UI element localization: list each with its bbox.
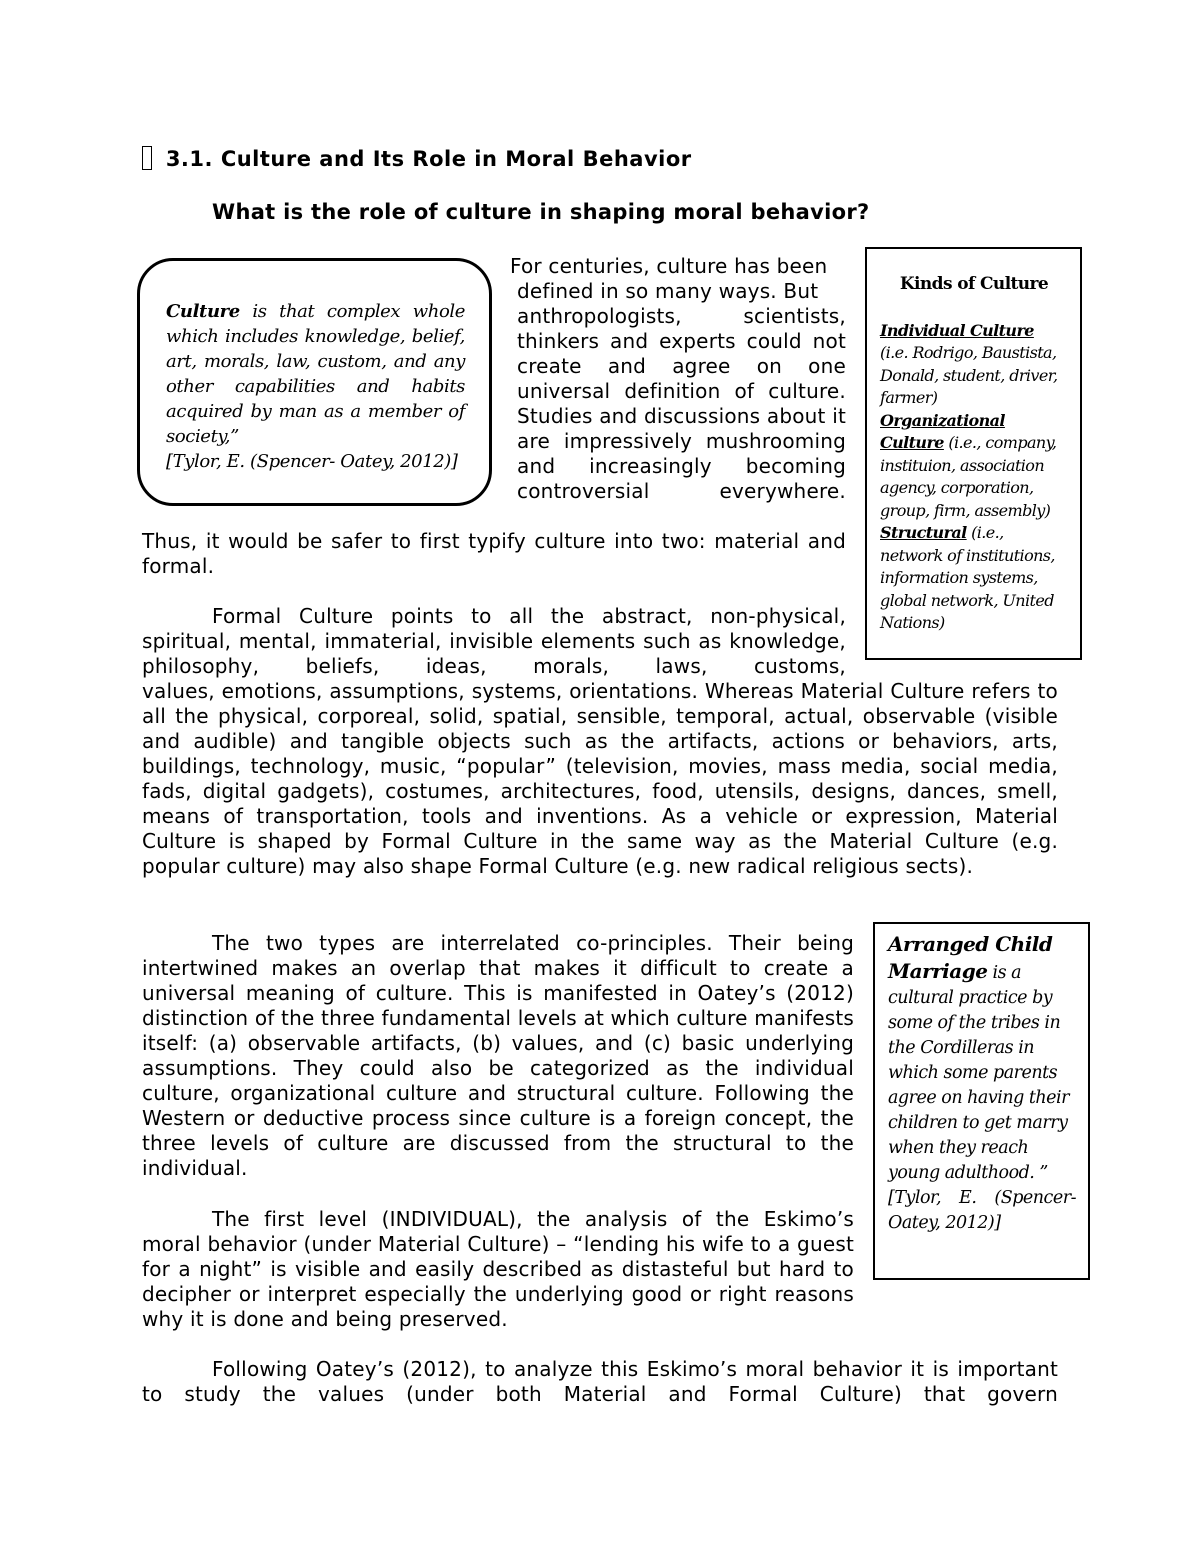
paragraph-1-column: [512, 254, 846, 504]
p4-text: The first level (INDIVIDUAL), the analysis of the Eskimo’s moral behavior (under Material Culture) – “lending his wife to a guest for a night” is visible and easily described as distasteful but hard to decipher or interpret especially the underlying good or right reasons why it is done and being preserved.: [142, 1207, 854, 1331]
organizational-culture-text: (i.e., company, instituion, association agency, corporation, group, firm, assembly): [880, 433, 1057, 520]
p1-rest: anthropologists, scientists, thinkers and experts could not create and agree on one universal definition of culture. Studies and discussions about it are impressively mushrooming and increasingly becoming controversial everywhere.: [517, 304, 846, 503]
individual-culture-text: (i.e. Rodrigo, Baustista, Donald, student, driver, farmer): [880, 343, 1058, 407]
guiding-question: What is the role of culture in shaping moral behavior?: [212, 200, 870, 224]
paragraph-2-wide: [142, 679, 1058, 879]
paragraph-2-narrow: [142, 604, 846, 679]
culture-definition-box: [137, 258, 492, 506]
kinds-of-culture-box: [865, 247, 1082, 660]
paragraph-1-tail: [142, 529, 846, 579]
section-title: Culture and Its Role in Moral Behavior: [220, 147, 692, 171]
culture-definition-citation: [Tylor, E. (Spencer- Oatey, 2012)]: [166, 451, 458, 472]
p1-line-1: For centuries, culture has been: [510, 254, 828, 278]
child-marriage-text: is a cultural practice by some of the tribes in the Cordilleras in which some parents agree on having their children to get marry when they reach young adulthood. ”: [888, 963, 1069, 1183]
child-marriage-label: Arranged Child Marriage: [888, 932, 1053, 983]
section-heading: [142, 146, 692, 171]
p5-text: Following Oatey’s (2012), to analyze this Eskimo’s moral behavior it is important to study the values (under both Material and Formal Culture) that govern: [142, 1357, 1058, 1406]
p1-line-2: defined in so many ways. But: [517, 279, 819, 303]
paragraph-3: [142, 931, 854, 1181]
p3-text: The two types are interrelated co-principles. Their being intertwined makes an overlap that makes it difficult to create a universal meaning of culture. This is manifested in Oatey’s (2012) distinction of the three fundamental levels at which culture manifests itself: (a) observable artifacts, (b) values, and (c) basic underlying assumptions. They could also be categorized as the individual culture, organizational culture and structural culture. Following the Western or deductive process since culture is a foreign concept, the three levels of culture are discussed from the structural to the individual.: [142, 931, 854, 1180]
individual-culture-label: Individual Culture: [880, 320, 1034, 340]
paragraph-4: [142, 1207, 854, 1332]
bullet-box-icon: [142, 146, 152, 170]
arranged-child-marriage-box: [873, 922, 1090, 1280]
child-marriage-citation: [Tylor, E. (Spencer- Oatey, 2012)]: [888, 1188, 1076, 1233]
section-number: 3.1.: [165, 147, 213, 171]
kinds-title: Kinds of Culture: [899, 274, 1049, 294]
paragraph-5: [142, 1357, 1058, 1407]
culture-definition-text: is that complex whole which includes knowledge, belief, art, morals, law, custom, and any other capabilities and habits acquired by man as a member of society,”: [166, 301, 465, 447]
organizational-culture-label: Organizational Culture: [880, 410, 1005, 452]
structural-culture-label: Structural: [880, 523, 967, 542]
p1-tail-text: Thus, it would be safer to first typify culture into two: material and formal.: [142, 529, 846, 578]
structural-culture-text: (i.e., network of institutions, information systems, global network, United Nations): [880, 523, 1055, 632]
culture-term: Culture: [166, 301, 240, 322]
p2-narrow-text: Formal Culture points to all the abstract, non-physical, spiritual, mental, immaterial, invisible elements such as knowledge, philosophy, beliefs, ideas, morals, laws, customs,: [142, 604, 846, 678]
p2-wide-text: values, emotions, assumptions, systems, orientations. Whereas Material Culture refers to all the physical, corporeal, solid, spatial, sensible, temporal, actual, observable (visible and audible) and tangible objects such as the artifacts, actions or behaviors, arts, buildings, technology, music, “popular” (television, movies, mass media, social media, fads, digital gadgets), costumes, architectures, food, utensils, designs, dances, smell, means of transportation, tools and inventions. As a vehicle or expression, Material Culture is shaped by Formal Culture in the same way as the Material Culture (e.g. popular culture) may also shape Formal Culture (e.g. new radical religious sects).: [142, 679, 1058, 878]
